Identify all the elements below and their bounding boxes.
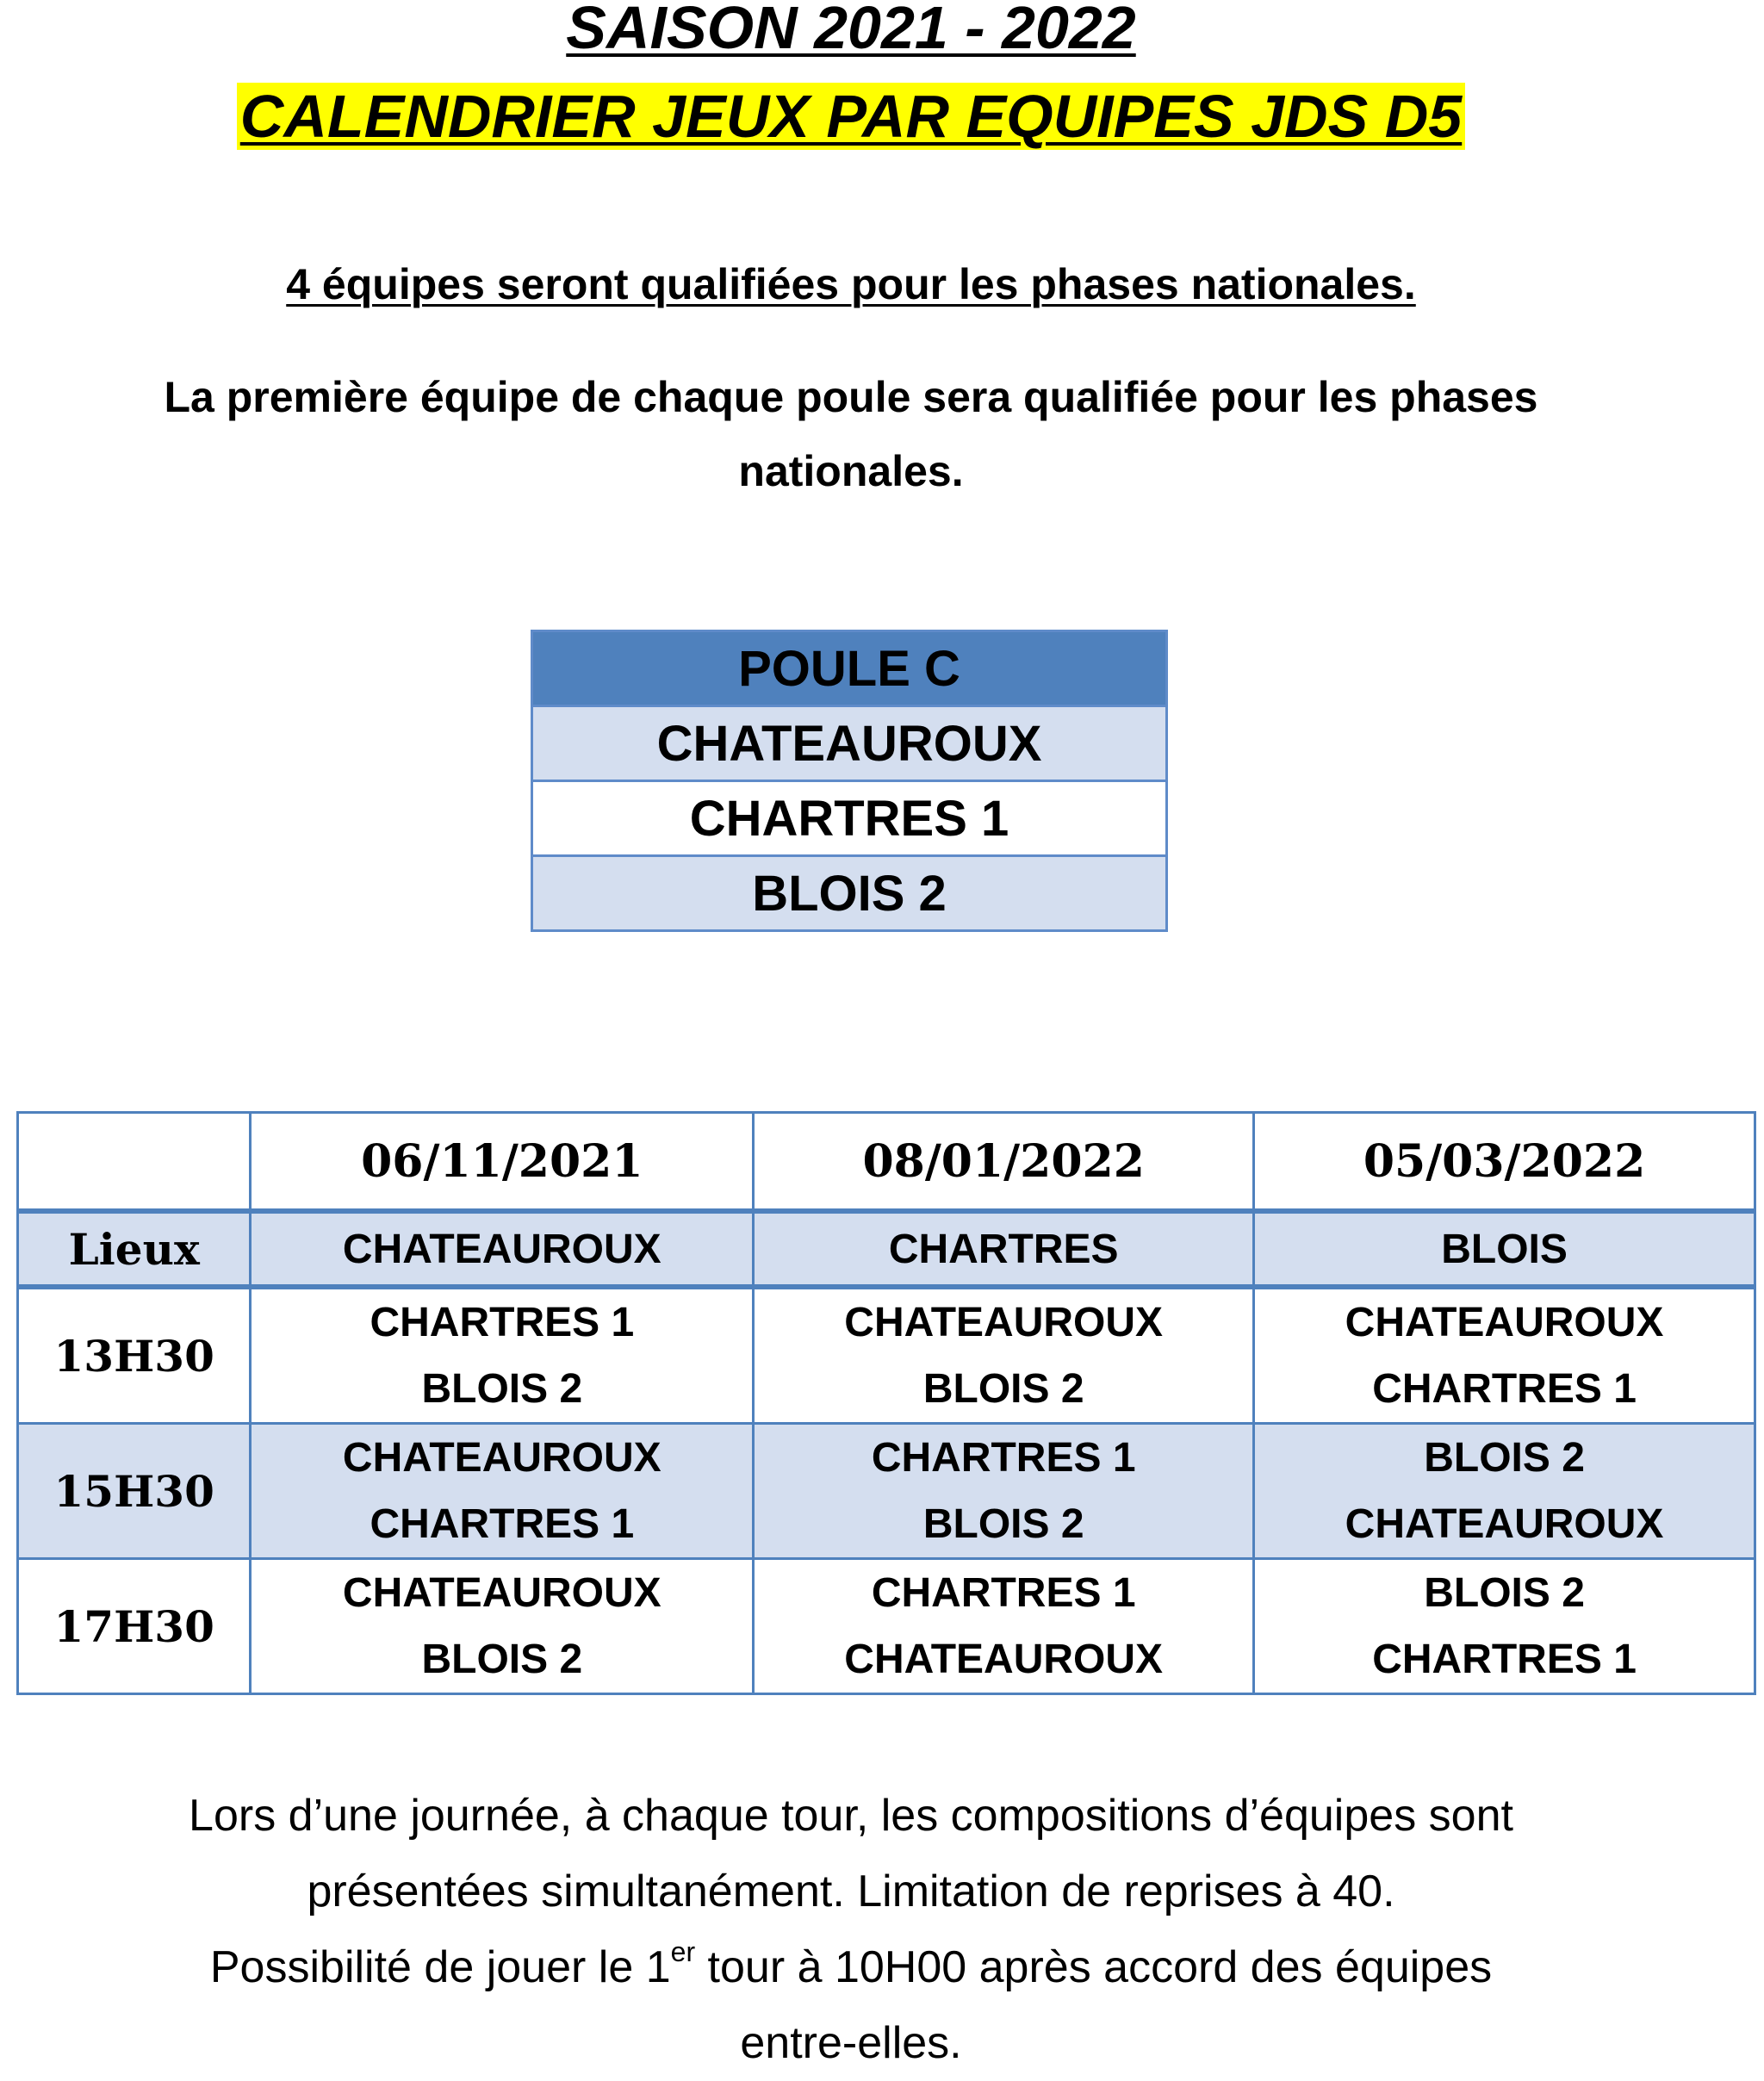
corner-cell [18, 1113, 251, 1212]
season-title [0, 0, 1702, 62]
match-cell [754, 1559, 1254, 1694]
match-cell [1254, 1287, 1755, 1424]
season-title-text: SAISON 2021 - 2022 [566, 0, 1136, 61]
qualified-text: 4 équipes seront qualifiées pour les phases nationales. [286, 260, 1416, 308]
poule-team: CHATEAUROUX [532, 706, 1167, 781]
match-team: CHATEAUROUX [844, 1300, 1164, 1345]
venue-cell: BLOIS [1254, 1211, 1755, 1287]
schedule-table [16, 1111, 1756, 1695]
match-cell [754, 1424, 1254, 1559]
slot-time: 15H30 [18, 1424, 251, 1559]
match-cell [1254, 1559, 1755, 1694]
match-cell [754, 1287, 1254, 1424]
calendar-title-text: CALENDRIER JEUX PAR EQUIPES JDS D5 [237, 83, 1465, 150]
match-team: CHARTRES 1 [871, 1435, 1136, 1481]
match-team: BLOIS 2 [1424, 1435, 1585, 1481]
note-line: présentées simultanément. Limitation de reprises à 40. [307, 1867, 1395, 1916]
poule-table [531, 630, 1168, 932]
lieux-label: Lieux [18, 1211, 251, 1287]
match-cell [1254, 1424, 1755, 1559]
match-team: CHARTRES 1 [370, 1501, 635, 1547]
match-team: BLOIS 2 [421, 1366, 583, 1412]
qualified-paragraph [86, 258, 1616, 310]
match-cell [251, 1287, 754, 1424]
match-team: CHARTRES 1 [1372, 1366, 1637, 1412]
match-team: BLOIS 2 [421, 1637, 583, 1682]
match-team: CHARTRES 1 [1372, 1637, 1637, 1682]
venue-cell: CHATEAUROUX [251, 1211, 754, 1287]
match-team: CHATEAUROUX [1345, 1300, 1664, 1345]
lieux-row [18, 1211, 1755, 1287]
note-text: tour à 10H00 après accord des équipes [695, 1942, 1493, 1992]
slot-row-1730 [18, 1559, 1755, 1694]
match-team: CHATEAUROUX [342, 1435, 662, 1481]
match-team: CHARTRES 1 [871, 1570, 1136, 1616]
date-header: 06/11/2021 [251, 1113, 754, 1212]
match-team: BLOIS 2 [922, 1501, 1084, 1547]
match-cell [251, 1424, 754, 1559]
date-header: 08/01/2022 [754, 1113, 1254, 1212]
first-team-paragraph: La première équipe de chaque poule sera qualifiée pour les phases nationales. [164, 373, 1538, 495]
note-line: entre-elles. [740, 2018, 962, 2068]
dates-row [18, 1113, 1755, 1212]
calendar-title [0, 82, 1702, 151]
match-team: BLOIS 2 [922, 1366, 1084, 1412]
venue-cell: CHARTRES [754, 1211, 1254, 1287]
slot-row-1330 [18, 1287, 1755, 1424]
poule-team: BLOIS 2 [532, 856, 1167, 931]
slot-time: 17H30 [18, 1559, 251, 1694]
note-line: Lors d’une journée, à chaque tour, les compositions d’équipes sont [189, 1791, 1513, 1841]
slot-row-1530 [18, 1424, 1755, 1559]
poule-title: POULE C [532, 631, 1167, 706]
date-header: 05/03/2022 [1254, 1113, 1755, 1212]
match-team: CHATEAUROUX [1345, 1501, 1664, 1547]
match-team: CHATEAUROUX [844, 1637, 1164, 1682]
match-team: CHARTRES 1 [370, 1300, 635, 1345]
match-team: CHATEAUROUX [342, 1570, 662, 1616]
slot-time: 13H30 [18, 1287, 251, 1424]
poule-team: CHARTRES 1 [532, 781, 1167, 856]
match-team: BLOIS 2 [1424, 1570, 1585, 1616]
match-cell [251, 1559, 754, 1694]
note-line [52, 1929, 1650, 2005]
note-text: Possibilité de jouer le 1 [209, 1942, 671, 1992]
ordinal-superscript: er [670, 1936, 696, 1967]
